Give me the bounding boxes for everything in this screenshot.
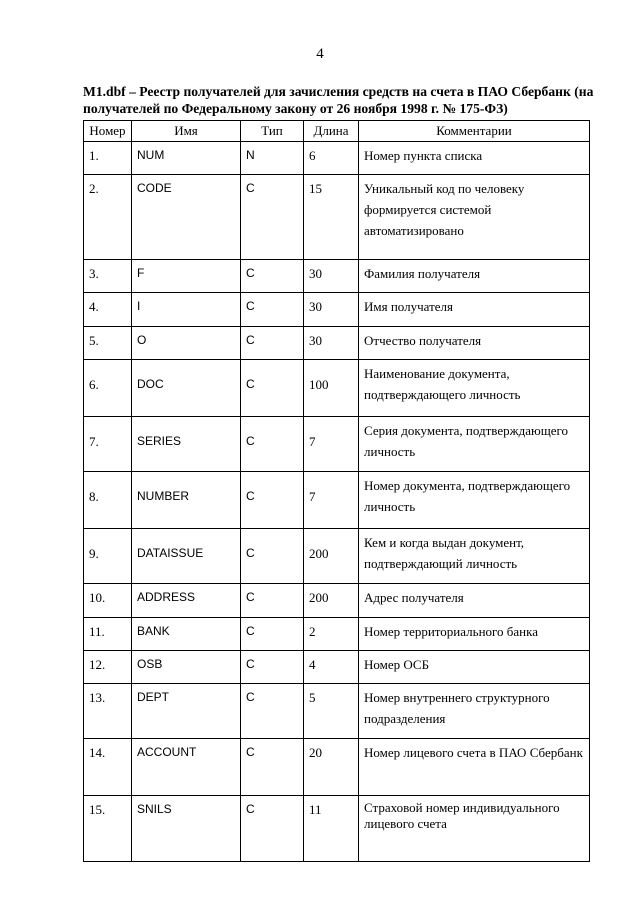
table-row	[84, 739, 590, 796]
row-field-type: C	[241, 293, 304, 327]
table-row	[84, 417, 590, 472]
table-header-row	[84, 121, 590, 142]
row-field-name: OSB	[132, 651, 241, 684]
row-field-type: C	[241, 684, 304, 739]
header-type: Тип	[241, 121, 304, 142]
row-number: 5.	[84, 327, 132, 360]
row-field-length: 100	[304, 360, 359, 417]
row-field-name: DATAISSUE	[132, 529, 241, 584]
row-number: 3.	[84, 260, 132, 293]
row-field-type: C	[241, 360, 304, 417]
table-row	[84, 796, 590, 862]
row-field-type: C	[241, 529, 304, 584]
row-number: 6.	[84, 360, 132, 417]
row-field-length: 30	[304, 293, 359, 327]
table-row	[84, 293, 590, 327]
row-comment: Номер внутреннего структурного подразделения	[359, 684, 590, 739]
header-comment: Комментарии	[359, 121, 590, 142]
row-comment: Номер территориального банка	[359, 618, 590, 651]
row-field-type: C	[241, 651, 304, 684]
row-number: 2.	[84, 175, 132, 260]
table-row	[84, 651, 590, 684]
table-row	[84, 472, 590, 529]
row-field-name: DEPT	[132, 684, 241, 739]
row-number: 10.	[84, 584, 132, 618]
row-field-length: 5	[304, 684, 359, 739]
row-comment: Наименование документа, подтверждающего личность	[359, 360, 590, 417]
row-field-name: DOC	[132, 360, 241, 417]
row-comment: Имя получателя	[359, 293, 590, 327]
page-number: 4	[316, 46, 324, 62]
header-length: Длина	[304, 121, 359, 142]
row-comment: Отчество получателя	[359, 327, 590, 360]
row-comment: Серия документа, подтверждающего личность	[359, 417, 590, 472]
row-number: 4.	[84, 293, 132, 327]
row-field-name: I	[132, 293, 241, 327]
row-field-type: C	[241, 472, 304, 529]
row-number: 8.	[84, 472, 132, 529]
row-field-length: 30	[304, 260, 359, 293]
row-comment: Номер лицевого счета в ПАО Сбербанк	[359, 739, 590, 796]
row-field-type: C	[241, 417, 304, 472]
row-field-length: 15	[304, 175, 359, 260]
row-number: 7.	[84, 417, 132, 472]
row-field-type: C	[241, 618, 304, 651]
row-field-length: 6	[304, 142, 359, 175]
row-comment: Кем и когда выдан документ, подтверждающий личность	[359, 529, 590, 584]
row-field-length: 7	[304, 417, 359, 472]
header-name: Имя	[132, 121, 241, 142]
row-number: 1.	[84, 142, 132, 175]
row-field-name: O	[132, 327, 241, 360]
row-field-name: ACCOUNT	[132, 739, 241, 796]
row-number: 15.	[84, 796, 132, 862]
row-field-name: SERIES	[132, 417, 241, 472]
row-field-name: ADDRESS	[132, 584, 241, 618]
row-field-length: 4	[304, 651, 359, 684]
row-field-type: C	[241, 327, 304, 360]
table-row	[84, 684, 590, 739]
row-field-name: CODE	[132, 175, 241, 260]
row-field-length: 30	[304, 327, 359, 360]
row-field-name: F	[132, 260, 241, 293]
table-row	[84, 360, 590, 417]
row-number: 14.	[84, 739, 132, 796]
row-field-type: N	[241, 142, 304, 175]
row-comment: Номер ОСБ	[359, 651, 590, 684]
row-field-length: 7	[304, 472, 359, 529]
table-row	[84, 142, 590, 175]
row-comment: Страховой номер индивидуального лицевого счета	[359, 796, 590, 862]
row-field-name: NUM	[132, 142, 241, 175]
row-field-name: BANK	[132, 618, 241, 651]
row-field-length: 200	[304, 529, 359, 584]
row-field-type: C	[241, 739, 304, 796]
row-field-length: 11	[304, 796, 359, 862]
table-row	[84, 260, 590, 293]
row-number: 9.	[84, 529, 132, 584]
row-number: 13.	[84, 684, 132, 739]
row-field-length: 2	[304, 618, 359, 651]
document-title: М1.dbf – Реестр получателей для зачисления средств на счета в ПАО Сбербанк (на получателей по Федеральному закону от 26 ноября 1998 г. № 175-ФЗ)	[83, 84, 594, 116]
table-row	[84, 584, 590, 618]
row-comment: Номер документа, подтверждающего личность	[359, 472, 590, 529]
row-comment: Номер пункта списка	[359, 142, 590, 175]
row-field-name: NUMBER	[132, 472, 241, 529]
row-comment: Адрес получателя	[359, 584, 590, 618]
row-number: 11.	[84, 618, 132, 651]
row-field-length: 20	[304, 739, 359, 796]
header-number: Номер	[84, 121, 132, 142]
row-field-type: C	[241, 260, 304, 293]
row-field-type: C	[241, 796, 304, 862]
row-field-type: C	[241, 584, 304, 618]
row-field-length: 200	[304, 584, 359, 618]
registry-table	[83, 120, 590, 862]
table-row	[84, 529, 590, 584]
table-row	[84, 618, 590, 651]
row-comment: Уникальный код по человеку формируется системой автоматизировано	[359, 175, 590, 260]
row-comment: Фамилия получателя	[359, 260, 590, 293]
row-number: 12.	[84, 651, 132, 684]
row-field-type: C	[241, 175, 304, 260]
table-row	[84, 175, 590, 260]
table-row	[84, 327, 590, 360]
row-field-name: SNILS	[132, 796, 241, 862]
